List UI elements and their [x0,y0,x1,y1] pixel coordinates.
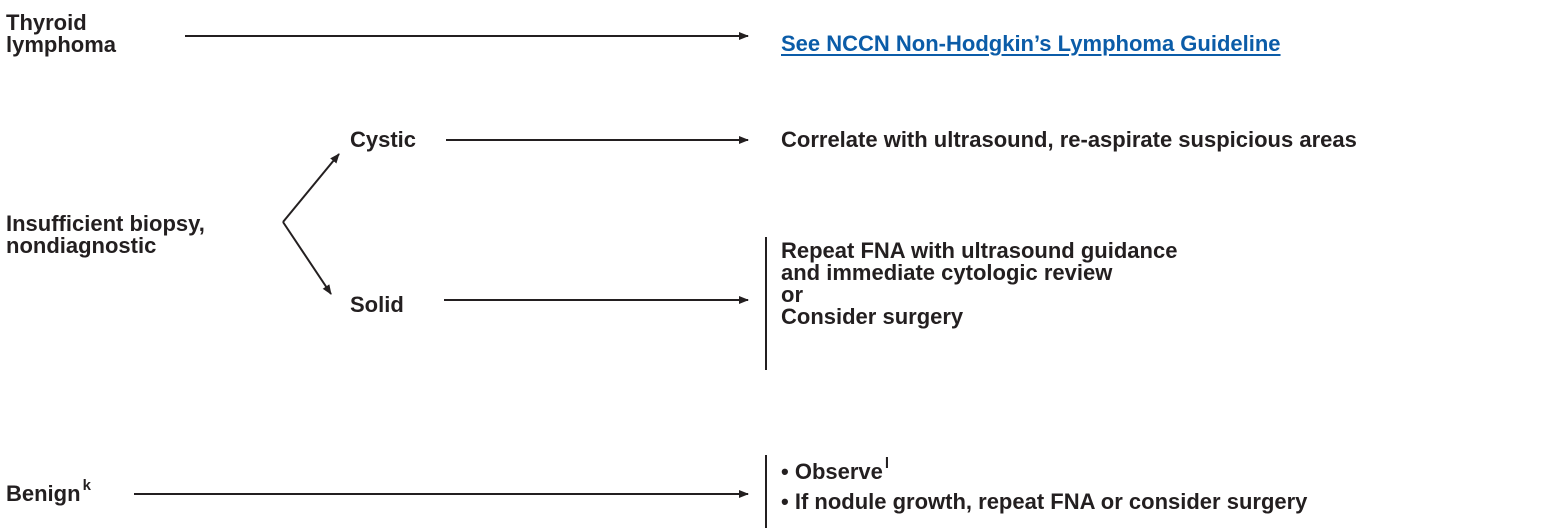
benign-bullet-growth: • If nodule growth, repeat FNA or consider surgery [781,489,1308,514]
benign-bullet-growth-text: If nodule growth, repeat FNA or consider surgery [794,489,1308,514]
node-thyroid-lymphoma: Thyroid lymphoma [6,10,117,57]
benign-bullet-observe-text: Observe [794,459,883,484]
benign-bullet-observe: • Observe $^l$ [781,454,890,484]
nccn-nhl-guideline-link[interactable]: See NCCN Non-Hodgkin’s Lymphoma Guideline [781,31,1281,56]
arrow-biopsy-to-solid [283,222,331,294]
node-benign-actions [781,454,1308,517]
benign-label: Benign [6,481,81,506]
node-solid: Solid [350,292,404,317]
arrow-biopsy-to-cystic [283,154,339,222]
node-insufficient-biopsy: Insufficient biopsy, nondiagnostic [6,211,205,258]
node-cystic-action: Correlate with ultrasound, re-aspirate suspicious areas [781,127,1357,152]
node-solid-action: Repeat FNA with ultrasound guidance and immediate cytologic review or Consider surgery [781,238,1178,329]
node-cystic: Cystic [350,127,417,152]
node-benign [6,476,91,506]
observe-footnote-l: l [884,454,890,472]
benign-footnote-k: k [82,476,91,494]
